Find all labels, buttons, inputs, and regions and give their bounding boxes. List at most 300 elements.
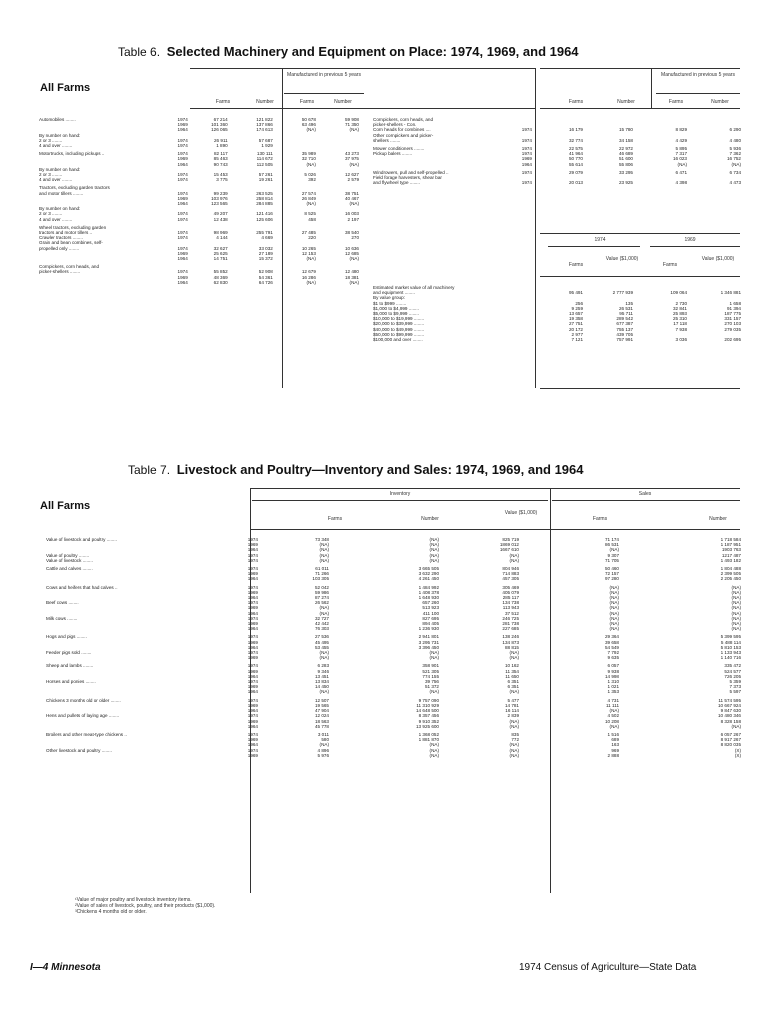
t6-value-cell: 1 658 [729,300,741,306]
t7-cell: 9 346 [317,668,329,674]
t7-cell: 13 925 600 [416,723,439,729]
t7-cell: (NA) [429,542,439,548]
t7-cell: (NA) [609,584,619,590]
t6-value-cell: 109 064 [670,290,687,296]
t7-year: 1974 [247,679,258,685]
t6-right-cell: (NA) [731,161,741,167]
t7-cell: 71 266 [314,571,329,577]
t7-cell: (X) [734,752,741,758]
t6-left-year: 1964 [177,256,188,262]
t7-year: 1974 [247,663,258,669]
t6-right-cell: 46 689 [618,151,633,157]
t7-cell: 16 114 [505,708,519,714]
t6-value-cell: 13 657 [568,311,583,317]
t6-right-cell: 41 964 [568,151,583,157]
page-label: I—4 Minnesota [30,962,101,973]
t6-left-cell: 263 525 [256,190,273,196]
t7-cell: 1 310 [607,679,619,685]
t6-right-label: Windrowers, pull and self-propelled .. [373,169,449,175]
t7-cell: (NA) [509,552,519,558]
t7-cell: 1 408 378 [418,589,439,595]
t7-cell: (NA) [429,742,439,748]
t7-cell: 1 187 951 [720,542,741,548]
t6-value-cell: 677 387 [616,321,633,327]
t7-cell: 13 834 [314,679,329,685]
t7-cell: (NA) [509,650,519,656]
t7-cell: 71 705 [604,557,619,563]
t6-value-cell: 755 137 [616,326,633,332]
t6-left-cell: 27 189 [258,250,273,256]
t6-right-cell: 5 936 [729,146,741,152]
t7-cell: 825 719 [502,537,519,542]
t7-cell: (NA) [429,537,439,542]
t7-cell: (NA) [319,547,329,553]
t6-right-cell: 6 290 [729,127,741,133]
t6-right-cell: 16 023 [672,156,687,162]
t7-cell: 51 372 [424,684,439,690]
t6-left-cell: 458 [308,216,316,222]
t7-cell: 7 792 [607,650,619,656]
t7-year: 1974 [247,552,258,558]
t7-cell: 6 057 267 [720,731,741,737]
t7-cell: 1 804 488 [720,566,741,572]
t7-label: Cows and heifers that had calves .. [46,584,118,590]
t6-right-cell: 34 158 [618,137,633,143]
t7-cell: 45 778 [314,723,329,729]
t7-cell: 1217 487 [721,552,741,558]
t6-left-cell: 32 627 [213,245,228,251]
t7-cell: (NA) [509,747,519,753]
t6-value-cell: 95 491 [568,290,583,296]
t7-cell: (NA) [429,547,439,553]
t7-cell: (NA) [509,557,519,563]
t7-cell: 50 460 [604,566,619,572]
t6-right-cell: 20 013 [568,180,583,186]
t7-cell: 71 174 [604,537,619,542]
t7-row [45,753,742,758]
t7-cell: 513 923 [422,605,439,611]
table7-title [128,462,584,477]
t6-left-cell: 27 485 [301,230,316,236]
t6-left-hdr-rule [190,108,535,109]
t6-left-cell: 37 975 [344,156,359,162]
t7-cell: 804 946 [502,566,519,572]
t7-cell: 8 328 158 [720,718,741,724]
t6-right-year: 1969 [521,156,532,162]
table6-left-body [38,117,360,285]
t7-label: Milk cows ........ [46,615,78,621]
t6-right-cell: 29 079 [568,169,583,175]
t7-cell: 12 024 [314,713,329,719]
t6-left-cell: (NA) [349,161,359,167]
t7-cell: 4 502 [607,713,619,719]
t6-value-hdr-rule [540,276,740,277]
t7-cell: 1 353 [607,689,619,695]
t6-left-year: 1974 [177,190,188,196]
t7-cell: 39 658 [604,639,619,645]
t7-cell: 47 904 [314,708,329,714]
t7-cell: 8 820 035 [720,742,741,748]
t6-right-cell: 4 398 [675,180,687,186]
t6-left-cell: 103 976 [211,195,228,201]
table7-title-prefix: Table 7. [128,463,171,477]
t7-cell: 11 354 [505,668,519,674]
t7-label: Horses and ponies ........ [46,679,96,685]
t7-cell: (NA) [319,655,329,661]
t7-label [45,753,220,758]
t6-value-cell: 32 841 [672,305,687,311]
t7-cell: 9 847 630 [720,708,741,714]
t6-left-cell: 121 416 [256,211,273,217]
t7-cell: (NA) [509,655,519,661]
t7-cell: 835 [511,731,519,737]
t6-value-cell: 2 977 [571,331,583,337]
t7-cell: (NA) [609,605,619,611]
t7-cell: (NA) [731,626,741,632]
t7-cell: (NA) [319,605,329,611]
t7-hdr-value: Value ($1,000) [504,510,538,516]
t7-cell: (NA) [609,595,619,601]
t7-cell: 4 261 450 [418,576,439,582]
t6-left-label: Crawler tractors ........ [39,235,83,241]
t7-year: 1974 [247,747,258,753]
t7-year: 1974 [247,713,258,719]
t7-cell: 11 574 595 [718,697,741,703]
t7-label: Cattle and calves ........ [46,566,93,572]
t7-cell: 524 577 [724,668,741,674]
t7-cell: 54 549 [604,644,619,650]
t6-left-cell: 4 669 [261,235,273,241]
t7-cell: 969 [611,747,619,753]
t6-left-label: By number on hand: [39,206,81,212]
t7-cell: (NA) [319,650,329,656]
t6-left-cell: 35 989 [301,151,316,157]
t6-left-label: Motortrucks, including pickups .. [39,151,105,157]
t7-cell: 14 450 [314,684,329,690]
t7-year: 1969 [247,752,258,758]
t7-cell: 1 021 [607,684,619,690]
t6-left-top-rule [190,68,535,69]
t7-label: Beef cows ........ [46,600,79,606]
t6-left-label: 4 and over ........ [39,143,73,149]
t7-cell: 2 399 505 [720,571,741,577]
t7-year: 1974 [247,697,258,703]
table6-right-body [372,117,742,185]
t7-cell: (NA) [609,589,619,595]
t6-left-year: 1969 [177,195,188,201]
t6-right-divider [651,68,652,108]
t7-cell: 2 839 [507,713,519,719]
t6-left-cell: 62 830 [213,279,228,285]
t6-left-cell: 10 636 [344,245,359,251]
t6-left-label: Wheel tractors, excluding garden [39,224,107,230]
t6-left-year: 1964 [177,161,188,167]
t7-cell: 335 472 [724,663,741,669]
t6-right-label: picker-shellers - Con. [373,122,417,128]
t6-left-year: 1969 [177,274,188,280]
t6-value-cell: 3 036 [675,337,687,343]
t6-left-cell: 59 908 [344,117,359,122]
t6-value-cell: 187 775 [724,311,741,317]
t6-left-year: 1964 [177,201,188,207]
t7-cell: 1 516 [607,731,619,737]
t6-value-hdr-farms2: Farms [662,262,678,268]
t7-year: 1974 [247,615,258,621]
table7-footnotes [75,897,215,915]
t7-year: 1964 [247,742,258,748]
t7-year: 1969 [247,621,258,627]
t7-cell: 5 477 [507,697,519,703]
t6-value-1974-rule [548,246,640,247]
t7-label: Feeder pigs sold ........ [46,650,92,656]
t7-year: 1969 [247,571,258,577]
t6-left-cell: 2 579 [347,177,359,183]
t6-value-cell: 95 711 [619,311,633,317]
t6-left-cell: 98 969 [213,230,228,236]
t7-top-rule [250,488,740,489]
t6-left-cell: 5 026 [304,172,316,178]
t7-label: Value of livestock ........ [46,557,93,563]
t6-left-cell: 258 814 [256,195,273,201]
t6-left-cell: 38 540 [344,230,359,236]
t7-cell: (NA) [609,621,619,627]
t6-value-label: and equipment ........ [373,290,415,296]
t7-cell: 2 941 801 [418,634,439,640]
t7-label: Other livestock and poultry ........ [46,747,112,753]
t6-right-year: 1974 [521,146,532,152]
t6-value-cell: 279 035 [724,326,741,332]
t7-year: 1964 [247,673,258,679]
t6-left-label [38,280,149,285]
t6-left-year: 1974 [177,216,188,222]
t6-left-cell: 112 505 [256,161,273,167]
t7-cell: 6 351 [507,679,519,685]
t7-hdr-farms: Farms [327,516,343,522]
t6-left-label: 2 or 3 ........ [39,137,63,143]
t6-value-cell: 20 172 [568,326,583,332]
t6-right-cell: 55 614 [568,161,583,167]
t7-cell: (NA) [731,600,741,606]
t6-left-cell: (NA) [349,127,359,133]
t7-cell: (NA) [429,747,439,753]
t6-left-year: 1974 [177,269,188,275]
t6-left-cell: 64 726 [258,279,273,285]
t7-year: 1974 [247,557,258,563]
footnote-1: ¹Value of major poultry and livestock inventory items. [75,897,192,903]
t6-value-cell: 270 103 [724,321,741,327]
t7-year: 1964 [247,723,258,729]
t6-right-year: 1964 [521,161,532,167]
t6-value-cell: 91 394 [726,305,741,311]
t6-value-cell: 25 310 [672,316,687,322]
t7-cell: 27 536 [314,634,329,640]
t7-cell: 9 757 090 [418,697,439,703]
t6-value-hdr-value2: Value ($1,000) [701,256,735,262]
t7-cell: 86 531 [604,542,619,548]
t7-cell: 5 810 153 [720,644,741,650]
t7-cell: 3 396 450 [418,644,439,650]
t7-cell: (NA) [509,742,519,748]
t7-cell: (NA) [609,626,619,632]
t6-left-cell: 121 822 [256,117,273,122]
t6-left-year: 1964 [177,279,188,285]
t7-cell: 5 597 [729,689,741,695]
t6-left-year: 1974 [177,211,188,217]
t6-left-cell: 12 679 [301,269,316,275]
t6-left-cell: 3 775 [216,177,228,183]
t6-left-label: By number on hand: [39,166,81,172]
t7-cell: 14 998 [604,673,619,679]
t7-cell: 10 208 [604,718,619,724]
t6-left-year: 1974 [177,117,188,122]
t6-value-hdr-value: Value ($1,000) [605,256,639,262]
t6-right-year: 1974 [521,151,532,157]
t7-year: 1964 [247,610,258,616]
t7-cell: (NA) [319,689,329,695]
page-source: 1974 Census of Agriculture—State Data [519,962,697,973]
t7-year: 1964 [247,689,258,695]
t6-right-label: Other cornpickers and picker- [373,132,434,138]
t6-value-label: $1 to $999 ........ [373,300,407,306]
t7-cell: 1 648 930 [418,595,439,601]
t6-left-label: Tractors, excluding garden tractors [39,185,110,191]
t6-value-cell: 331 157 [724,316,741,322]
t7-cell: 689 [611,737,619,743]
t6-right-label: Pickup balers ........ [373,151,413,157]
t6-left-cell: 137 866 [256,122,273,128]
t6-right-cell: 22 575 [568,146,583,152]
t6-left-cell: (NA) [306,256,316,262]
t6-right-cell: 7 362 [729,151,741,157]
t6-value-label: $40,000 to $49,999 ........ [373,326,425,332]
t6-left-label: 2 or 3 ........ [39,172,63,178]
t6-left-cell: 12 480 [344,269,359,275]
t7-sales-rule [552,500,740,501]
t6-value-label: $100,000 and over ........ [373,337,423,343]
t7-cell: 8 917 267 [720,737,741,743]
t6-left-cell: 12 685 [344,250,359,256]
t6-right-cell: 23 925 [618,180,633,186]
t7-cell: 18 563 [314,718,329,724]
table6-title-main: Selected Machinery and Equipment on Place: 1974, 1969, and 1964 [166,44,579,59]
t7-cell: 1 484 992 [418,584,439,590]
t7-cell: 3 011 [317,731,329,737]
t7-cell: 411 100 [422,610,439,616]
t6-value-cell: 19 358 [568,316,583,322]
t7-cell: 1 718 584 [720,537,741,542]
t6-left-cell: 15 453 [213,172,228,178]
t6-value-cell: 202 695 [724,337,741,343]
t6-left-mfr-rule [284,93,364,94]
t7-cell: 657 260 [422,600,439,606]
t6-left-year: 1974 [177,137,188,143]
t6-left-cell: (NA) [306,201,316,207]
t6-left-cell: (NA) [349,201,359,207]
t7-cell: 26 562 [314,600,329,606]
t7-cell: 1667 610 [499,547,519,553]
t7-cell: 134 738 [502,600,519,606]
t6-right-cell: 4 480 [729,137,741,143]
t6-right-label: shellers ........ [373,137,401,143]
t7-cell: 5 359 [729,679,741,685]
t7-cell: (NA) [429,650,439,656]
t6-left-cell: 57 687 [258,137,273,143]
t6-value-1974: 1974 [594,237,606,243]
t6-right-cell: 8 829 [675,127,687,133]
t6-left-cell: (NA) [306,127,316,133]
t6-left-cell: 40 467 [344,195,359,201]
t6-left-label: tractors and motor tillers .. [39,230,93,236]
t6-left-label: 4 and over ........ [39,177,73,183]
t7-year: 1969 [247,639,258,645]
t7-cell: 97 280 [604,576,619,582]
t7-cell: 8 357 456 [418,713,439,719]
t7-cell: 5 488 114 [720,639,741,645]
t7-cell: (NA) [609,610,619,616]
t6-left-label: picker-shellers ........ [39,269,81,275]
t7-cell: 9 910 352 [418,718,439,724]
t7-cell: 1 881 870 [418,737,439,743]
t7-label: Hogs and pigs ........ [46,634,87,640]
t6-right-hdr-farms: Farms [568,99,584,105]
t7-year: 1974 [247,537,258,542]
t6-right-cell: 16 752 [726,156,741,162]
t6-left-label: propelled only ........ [39,245,80,251]
t7-label: Hens and pullets of laying age ........ [46,713,120,719]
t6-left-label: Grain and bean combines, self- [39,240,103,246]
t7-cell: 19 565 [314,702,329,708]
t7-cell: 52 042 [314,584,329,590]
t6-value-label: Estimated market value of all machinery [373,285,455,290]
t6-value-cell: 25 893 [672,311,687,317]
t7-cell: 163 [611,742,619,748]
t6-left-cell: 26 911 [214,137,228,143]
t7-cell: 281 738 [502,621,519,627]
t6-left-cell: 12 153 [301,250,316,256]
t7-cell: (NA) [319,610,329,616]
t6-value-top-rule [540,233,740,234]
t7-cell: (NA) [609,723,619,729]
t7-cell: 87 274 [314,595,329,601]
t6-left-cell: 32 710 [301,156,316,162]
t7-cell: 9 307 [607,552,619,558]
t6-right-cell: 4 473 [729,180,741,186]
t6-left-year: 1974 [177,172,188,178]
t6-right-cell: 15 780 [618,127,633,133]
t6-value-cell: 135 [625,300,633,306]
t7-cell: 103 305 [312,576,329,582]
t7-cell: 53 455 [314,644,329,650]
t7-year: 1964 [247,626,258,632]
t6-left-cell: 25 625 [213,250,228,256]
t7-cell: 4 896 [317,747,329,753]
t6-left-cell: 52 908 [258,269,273,275]
t6-left-cell: 14 751 [213,256,228,262]
t7-hdr-rule [250,529,740,530]
t6-left-cell: 126 065 [211,127,228,133]
t6-left-cell: 19 261 [258,177,273,183]
t6-left-label: and motor tillers ........ [39,190,84,196]
t6-value-1969: 1969 [684,237,696,243]
t7-cell: 227 685 [502,626,519,632]
t7-cell: 73 348 [314,537,329,542]
t6-right-label: Mower conditioners ........ [373,146,425,152]
t6-left-cell: 12 438 [213,216,228,222]
t7-cell: 6 057 [607,663,619,669]
t6-left-cell: 48 369 [213,274,228,280]
t7-cell: 714 883 [502,571,519,577]
t7-cell: 285 117 [502,595,519,601]
